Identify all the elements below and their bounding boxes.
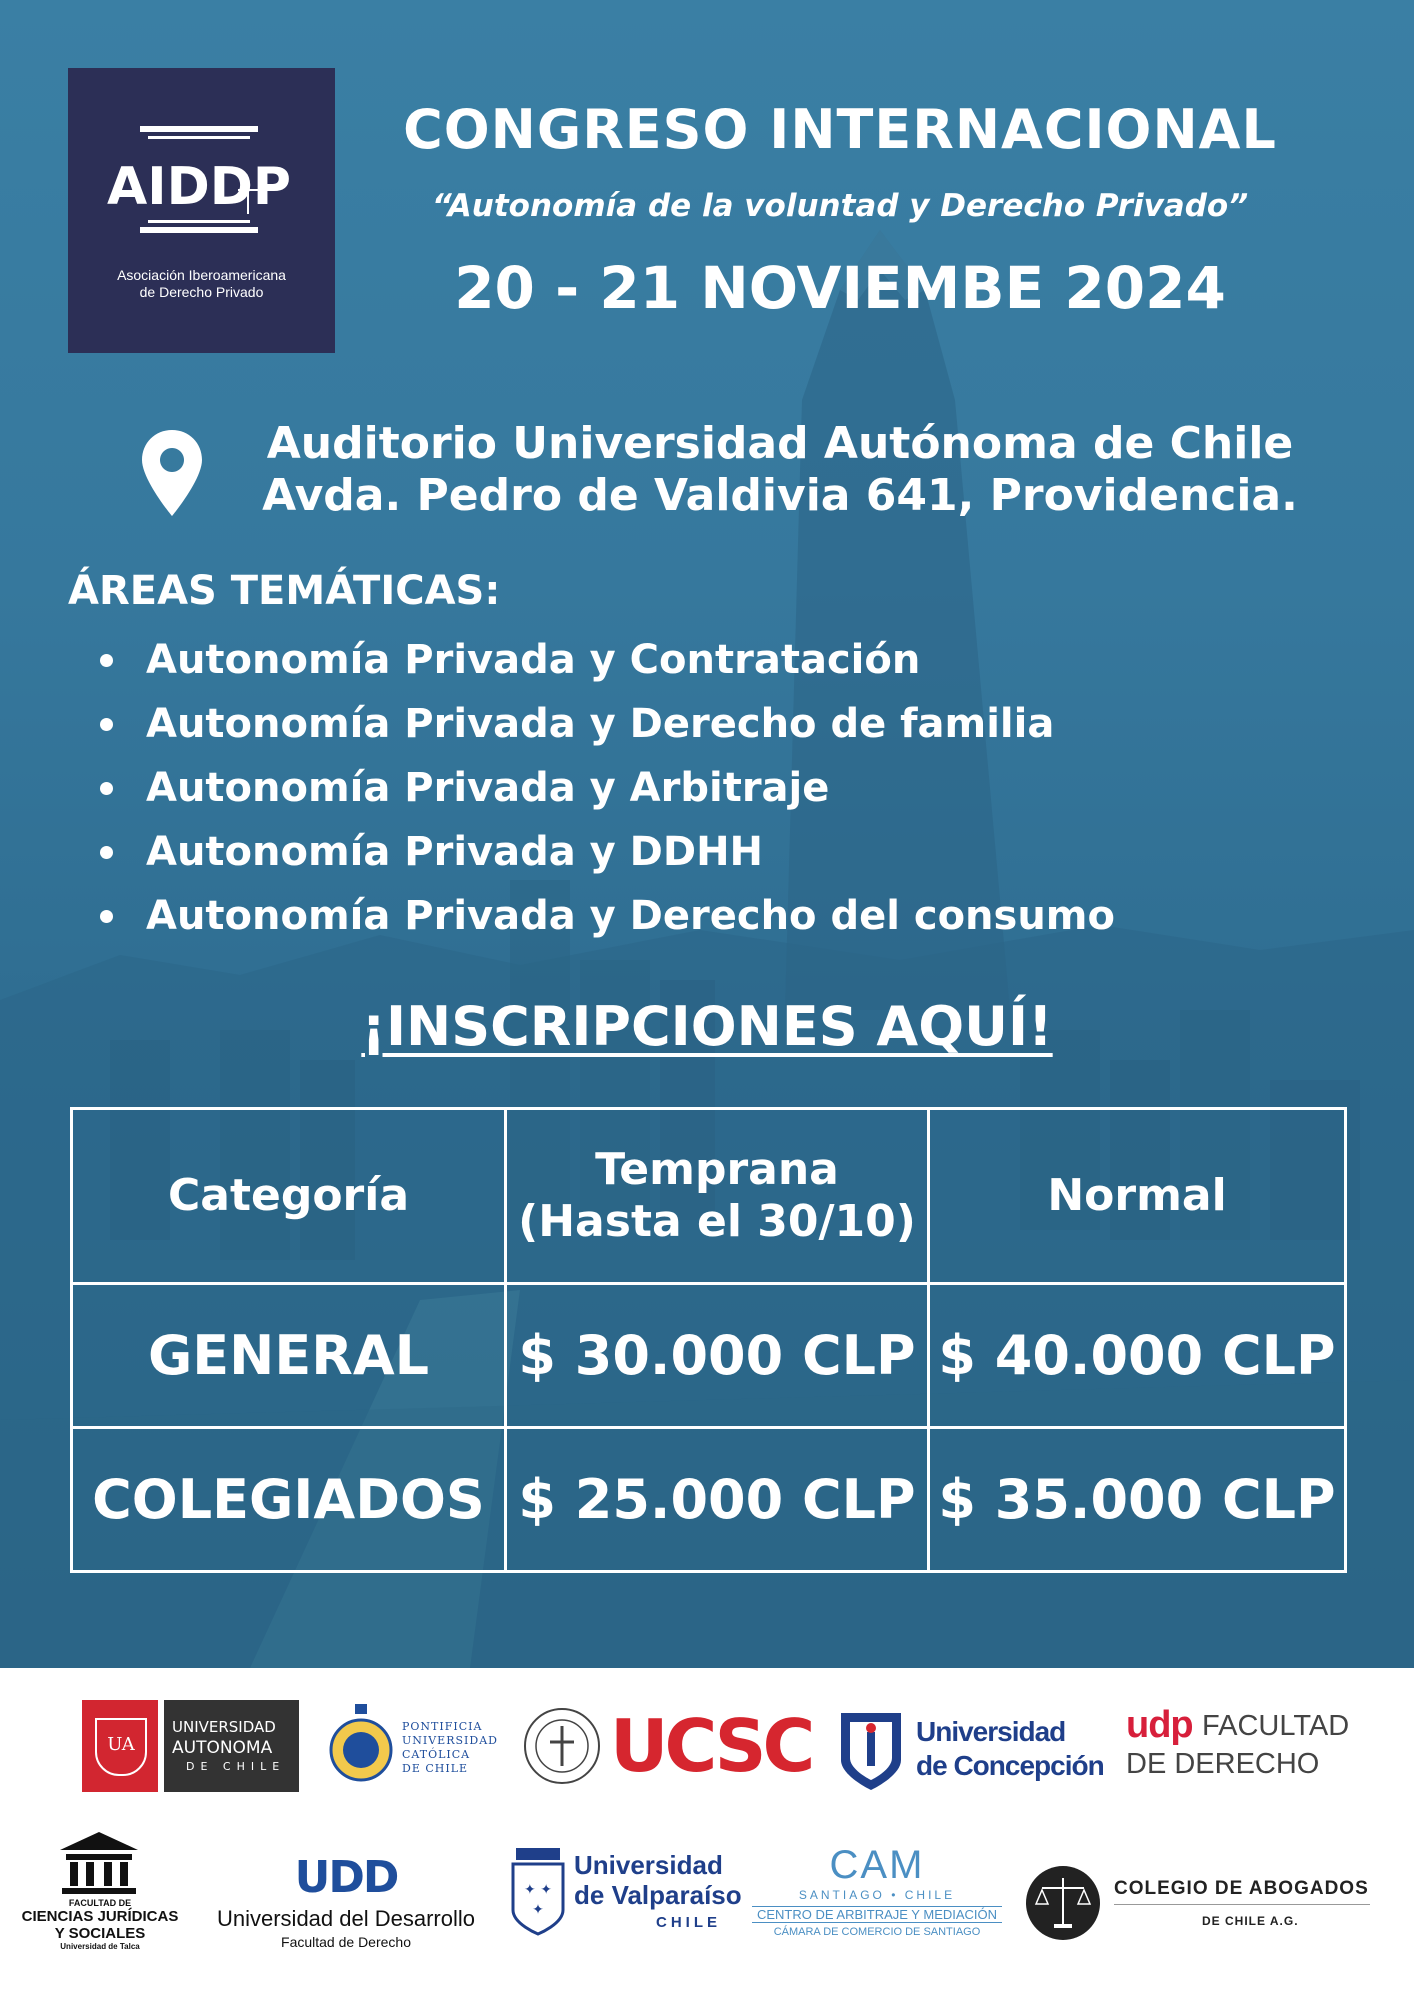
venue-address: [210, 418, 1350, 522]
udec-line2: de Concepción: [916, 1750, 1104, 1781]
puc-line3: CATÓLICA: [402, 1748, 471, 1761]
bullet-icon: [100, 718, 113, 731]
logo-pontificia-universidad-catolica: [328, 1700, 498, 1792]
areas-list: [100, 628, 1115, 948]
bullet-icon: [100, 910, 113, 923]
udd-line2: Facultad de Derecho: [281, 1934, 411, 1950]
table-row: [72, 1284, 1346, 1428]
aiddp-logotype: AIDDP: [106, 157, 292, 217]
logo-universidad-autonoma: [82, 1700, 299, 1792]
udd-mark: UDD: [294, 1852, 398, 1903]
organizer-name: [68, 267, 335, 301]
utalca-line1: FACULTAD DE: [68, 1898, 132, 1908]
header-early: [506, 1109, 929, 1284]
table-cell-category: COLEGIADOS: [72, 1428, 506, 1572]
udp-line1: FACULTAD: [1202, 1710, 1350, 1742]
logo-universidad-de-concepcion: [838, 1710, 1104, 1792]
divider: [1114, 1904, 1370, 1905]
header-early-label: Temprana: [595, 1144, 839, 1195]
list-item-label: Autonomía Privada y DDHH: [146, 829, 764, 875]
header-normal: Normal: [929, 1109, 1346, 1284]
areas-heading: ÁREAS TEMÁTICAS:: [68, 568, 501, 614]
puc-crest-icon: [328, 1700, 394, 1790]
uv-shield-icon: [510, 1844, 566, 1936]
logo-universidad-de-talca: [16, 1830, 184, 1960]
event-title: CONGRESO INTERNACIONAL: [403, 98, 1277, 161]
organizer-logo: [68, 68, 335, 353]
uv-line3: CHILE: [656, 1914, 721, 1931]
udec-line1: Universidad: [916, 1716, 1066, 1747]
registration-link[interactable]: ¡INSCRIPCIONES AQUÍ!: [361, 995, 1053, 1058]
utalca-line3: Y SOCIALES: [54, 1925, 146, 1942]
table-cell-normal-price: $ 35.000 CLP: [929, 1428, 1346, 1572]
list-item-label: Autonomía Privada y Derecho de familia: [146, 701, 1055, 747]
ua-line3: DE CHILE: [186, 1760, 286, 1773]
event-subtitle: “Autonomía de la voluntad y Derecho Privado”: [431, 188, 1249, 224]
colegio-line2: DE CHILE A.G.: [1202, 1914, 1299, 1928]
list-item-label: Autonomía Privada y Arbitraje: [146, 765, 830, 811]
sponsors-footer: [0, 1668, 1414, 2000]
cam-line1: SANTIAGO • CHILE: [798, 1888, 956, 1902]
table-row: [72, 1428, 1346, 1572]
ua-wordmark: [164, 1700, 299, 1792]
colegio-line1: COLEGIO DE ABOGADOS: [1114, 1878, 1369, 1899]
cam-line2: CENTRO DE ARBITRAJE Y MEDIACIÓN: [752, 1906, 1002, 1923]
header-category: Categoría: [72, 1109, 506, 1284]
udd-line1: Universidad del Desarrollo: [216, 1906, 475, 1931]
location-pin-icon: [140, 428, 204, 518]
list-item: [100, 756, 1115, 820]
udp-line2: DE DERECHO: [1126, 1748, 1320, 1780]
ucsc-seal-icon: [522, 1702, 602, 1790]
svg-text:✦: ✦: [532, 1902, 544, 1918]
venue-name: Auditorio Universidad Autónoma de Chile: [266, 418, 1294, 469]
puc-line1: PONTIFICIA: [402, 1720, 483, 1733]
udp-mark: udp: [1126, 1704, 1193, 1746]
list-item: [100, 884, 1115, 948]
bullet-icon: [100, 782, 113, 795]
list-item-label: Autonomía Privada y Derecho del consumo: [146, 893, 1115, 939]
table-cell-normal-price: $ 40.000 CLP: [929, 1284, 1346, 1428]
cam-mark: CAM: [829, 1843, 925, 1887]
price-table: [70, 1107, 1347, 1573]
table-cell-early-price: $ 25.000 CLP: [506, 1428, 929, 1572]
uv-line2: de Valparaíso: [574, 1880, 742, 1910]
table-header-row: [72, 1109, 1346, 1284]
ucsc-wordmark: UCSC: [610, 1704, 812, 1788]
list-item: [100, 628, 1115, 692]
utalca-line4: Universidad de Talca: [60, 1942, 140, 1951]
list-item: [100, 692, 1115, 756]
scales-of-justice-icon: [1024, 1864, 1102, 1942]
header-early-deadline: (Hasta el 30/10): [518, 1196, 916, 1247]
logo-ucsc: [522, 1702, 812, 1790]
utalca-line2: CIENCIAS JURÍDICAS: [21, 1908, 179, 1925]
logo-colegio-de-abogados: [1024, 1864, 1374, 1946]
uv-line1: Universidad: [574, 1850, 723, 1880]
venue-street: Avda. Pedro de Valdivia 641, Providencia.: [262, 470, 1298, 521]
event-dates: 20 - 21 NOVIEMBE 2024: [454, 254, 1226, 322]
bullet-icon: [100, 654, 113, 667]
column-emblem-icon: [106, 124, 292, 249]
organizer-name-line2: de Derecho Privado: [139, 284, 264, 300]
udec-shield-icon: [838, 1710, 904, 1792]
svg-text:✦ ✦: ✦ ✦: [524, 1882, 552, 1898]
ua-line2: AUTONOMA: [172, 1738, 273, 1758]
organizer-name-line1: Asociación Iberoamericana: [117, 267, 286, 283]
table-cell-early-price: $ 30.000 CLP: [506, 1284, 929, 1428]
logo-udp-facultad-de-derecho: [1126, 1704, 1366, 1784]
logo-cam-santiago: [752, 1844, 1002, 1954]
table-cell-category: GENERAL: [72, 1284, 506, 1428]
ua-line1: UNIVERSIDAD: [172, 1718, 276, 1736]
ua-shield-icon: UA: [82, 1700, 158, 1792]
logo-universidad-del-desarrollo: [206, 1852, 486, 1956]
logo-universidad-de-valparaiso: [510, 1844, 742, 1944]
list-item-label: Autonomía Privada y Contratación: [146, 637, 921, 683]
puc-line2: UNIVERSIDAD: [402, 1734, 498, 1747]
cam-line3: CÁMARA DE COMERCIO DE SANTIAGO: [773, 1926, 981, 1938]
bullet-icon: [100, 846, 113, 859]
list-item: [100, 820, 1115, 884]
puc-line4: DE CHILE: [402, 1762, 469, 1775]
building-icon: [56, 1830, 142, 1896]
